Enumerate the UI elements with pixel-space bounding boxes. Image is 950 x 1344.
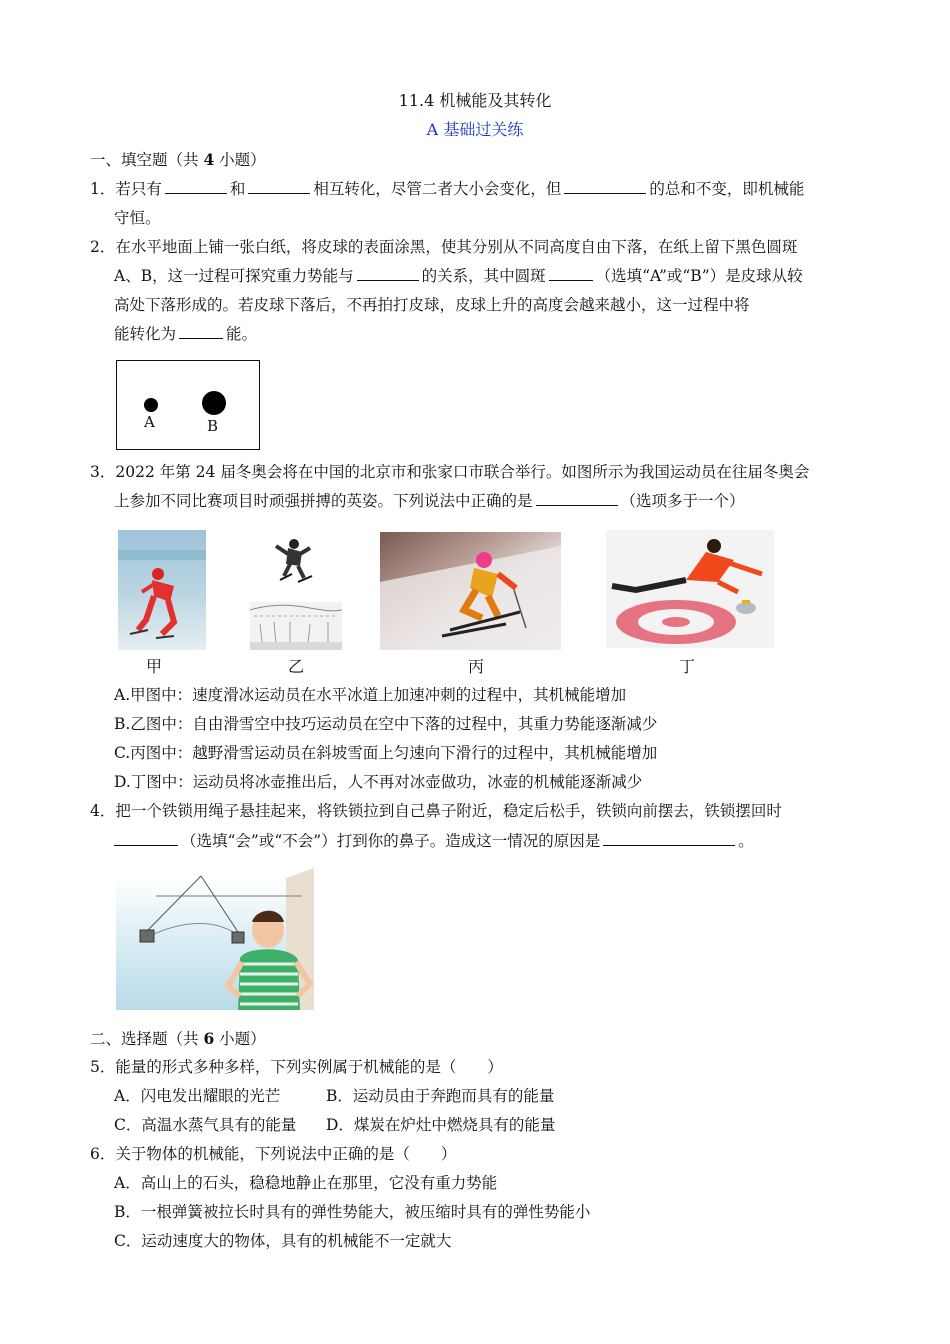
question-number: 3． [90, 463, 116, 481]
answer-blank[interactable] [248, 175, 310, 194]
spot-b [202, 391, 226, 415]
question-1-cont [114, 204, 161, 233]
answer-blank[interactable] [564, 175, 646, 194]
answer-blank[interactable] [179, 320, 223, 339]
cross-country-skiing-photo [380, 532, 561, 650]
q1-text-e: 守恒。 [114, 209, 161, 227]
q4-line2a: （选填“会”或“不会”）打到你的鼻子。造成这一情况的原因是 [181, 832, 601, 850]
option-text: C．运动速度大的物体，具有的机械能不一定就大 [114, 1232, 452, 1250]
page-subtitle [0, 115, 950, 144]
question-5 [90, 1053, 503, 1082]
q1-text-c: 相互转化，尽管二者大小会变化，但 [313, 180, 562, 198]
pendulum-lock-figure [116, 868, 314, 1010]
option-text: D.丁图中：运动员将冰壶推出后，人不再对冰壶做功，冰壶的机械能逐渐减少 [114, 773, 643, 791]
caption-ding: 丁 [678, 657, 695, 676]
q2-line1: 在水平地面上铺一张白纸，将皮球的表面涂黑，使其分别从不同高度自由下落，在纸上留下黑色圆斑 [115, 238, 798, 256]
q6-option-c[interactable] [114, 1227, 451, 1256]
q5-option-d[interactable] [326, 1111, 555, 1140]
question-3-line2 [114, 487, 745, 516]
q3-line2a: 上参加不同比赛项目时顽强拼搏的英姿。下列说法中正确的是 [114, 492, 533, 510]
question-4 [90, 797, 782, 826]
answer-blank[interactable] [603, 827, 735, 846]
aerial-skiing-photo [250, 530, 342, 650]
q3-line1: 2022 年第 24 届冬奥会将在中国的北京市和张家口市联合举行。如图所示为我国运动员在往届冬奥会 [115, 463, 810, 481]
question-2-line3 [114, 291, 750, 320]
q6-option-b[interactable] [114, 1198, 590, 1227]
speed-skating-photo [118, 530, 206, 650]
caption-jia: 甲 [145, 657, 162, 676]
option-text: D．煤炭在炉灶中燃烧具有的能量 [326, 1116, 556, 1134]
q3-line2b: （选项多于一个） [620, 492, 745, 510]
spot-a [144, 398, 158, 412]
option-text: A.甲图中：速度滑冰运动员在水平冰道上加速冲刺的过程中，其机械能增加 [114, 686, 627, 704]
q1-text-d: 的总和不变，即机械能 [649, 180, 805, 198]
label-b: B [207, 417, 219, 435]
q5-option-b[interactable] [326, 1082, 554, 1111]
question-2-line2 [114, 262, 803, 291]
answer-blank[interactable] [357, 262, 419, 281]
caption-yi: 乙 [287, 657, 304, 676]
option-text: B．运动员由于奔跑而具有的能量 [326, 1087, 555, 1105]
q3-option-d[interactable] [114, 768, 642, 797]
question-number: 1． [90, 180, 116, 198]
answer-blank[interactable] [114, 827, 178, 846]
answer-blank[interactable] [536, 487, 618, 506]
page-title [0, 86, 950, 115]
q5-option-a[interactable] [114, 1082, 280, 1111]
answer-blank[interactable] [165, 175, 227, 194]
skater-head [152, 568, 164, 580]
question-3 [90, 458, 809, 487]
title-text: 11.4 机械能及其转化 [398, 91, 552, 110]
section-1-heading [90, 145, 266, 175]
q1-text-b: 和 [229, 180, 246, 198]
section-2-pre: 二、选择题（共 [90, 1030, 204, 1048]
section-2-heading [90, 1024, 266, 1054]
q2-line2b: 的关系，其中圆斑 [421, 267, 546, 285]
option-text: C．高温水蒸气具有的能量 [114, 1116, 297, 1134]
q2-line4a: 能转化为 [114, 325, 177, 343]
section-1-pre: 一、填空题（共 [90, 151, 204, 169]
section-2-count: 6 [203, 1029, 215, 1048]
section-1-post: 小题） [214, 151, 266, 169]
option-text: B．一根弹簧被拉长时具有的弹性势能大，被压缩时具有的弹性势能小 [114, 1203, 591, 1221]
section-2-post: 小题） [214, 1030, 266, 1048]
q5-stem: 能量的形式多种多样，下列实例属于机械能的是（ ） [115, 1058, 503, 1076]
q3-option-a[interactable] [114, 681, 626, 710]
q6-stem: 关于物体的机械能，下列说法中正确的是（ ） [115, 1145, 457, 1163]
option-text: A．高山上的石头，稳稳地静止在那里，它没有重力势能 [114, 1174, 498, 1192]
subtitle-text: A 基础过关练 [426, 120, 524, 139]
q2-line2c: （选填“A”或“B”）是皮球从较 [595, 267, 803, 285]
q6-option-a[interactable] [114, 1169, 497, 1198]
question-1 [90, 175, 804, 204]
answer-blank[interactable] [549, 262, 593, 281]
ball-spots-figure [116, 360, 260, 450]
q4-line1: 把一个铁锁用绳子悬挂起来，将铁锁拉到自己鼻子附近，稳定后松手，铁锁向前摆去，铁锁摆回时 [115, 802, 782, 820]
question-number: 2． [90, 238, 116, 256]
curling-photo [606, 530, 774, 648]
q2-line2a: A、B，这一过程可探究重力势能与 [114, 267, 354, 285]
question-number: 5． [90, 1058, 116, 1076]
option-text: B.乙图中：自由滑雪空中技巧运动员在空中下落的过程中，其重力势能逐渐减少 [114, 715, 658, 733]
q2-line3: 高处下落形成的。若皮球下落后，不再拍打皮球，皮球上升的高度会越来越小，这一过程中将 [114, 296, 750, 314]
question-2 [90, 233, 797, 262]
section-1-count: 4 [203, 150, 215, 169]
q4-line2b: 。 [738, 832, 754, 850]
question-6 [90, 1140, 456, 1169]
q2-line4b: 能。 [226, 325, 258, 343]
option-text: A．闪电发出耀眼的光芒 [114, 1087, 281, 1105]
question-number: 6． [90, 1145, 116, 1163]
question-2-line4 [114, 320, 257, 349]
option-text: C.丙图中：越野滑雪运动员在斜坡雪面上匀速向下滑行的过程中，其机械能增加 [114, 744, 658, 762]
q5-option-c[interactable] [114, 1111, 296, 1140]
q1-text-a: 若只有 [115, 180, 162, 198]
q3-option-b[interactable] [114, 710, 657, 739]
question-4-line2 [114, 827, 754, 856]
caption-bing: 丙 [467, 657, 484, 676]
q3-option-c[interactable] [114, 739, 657, 768]
question-number: 4． [90, 802, 116, 820]
label-a: A [144, 413, 155, 431]
